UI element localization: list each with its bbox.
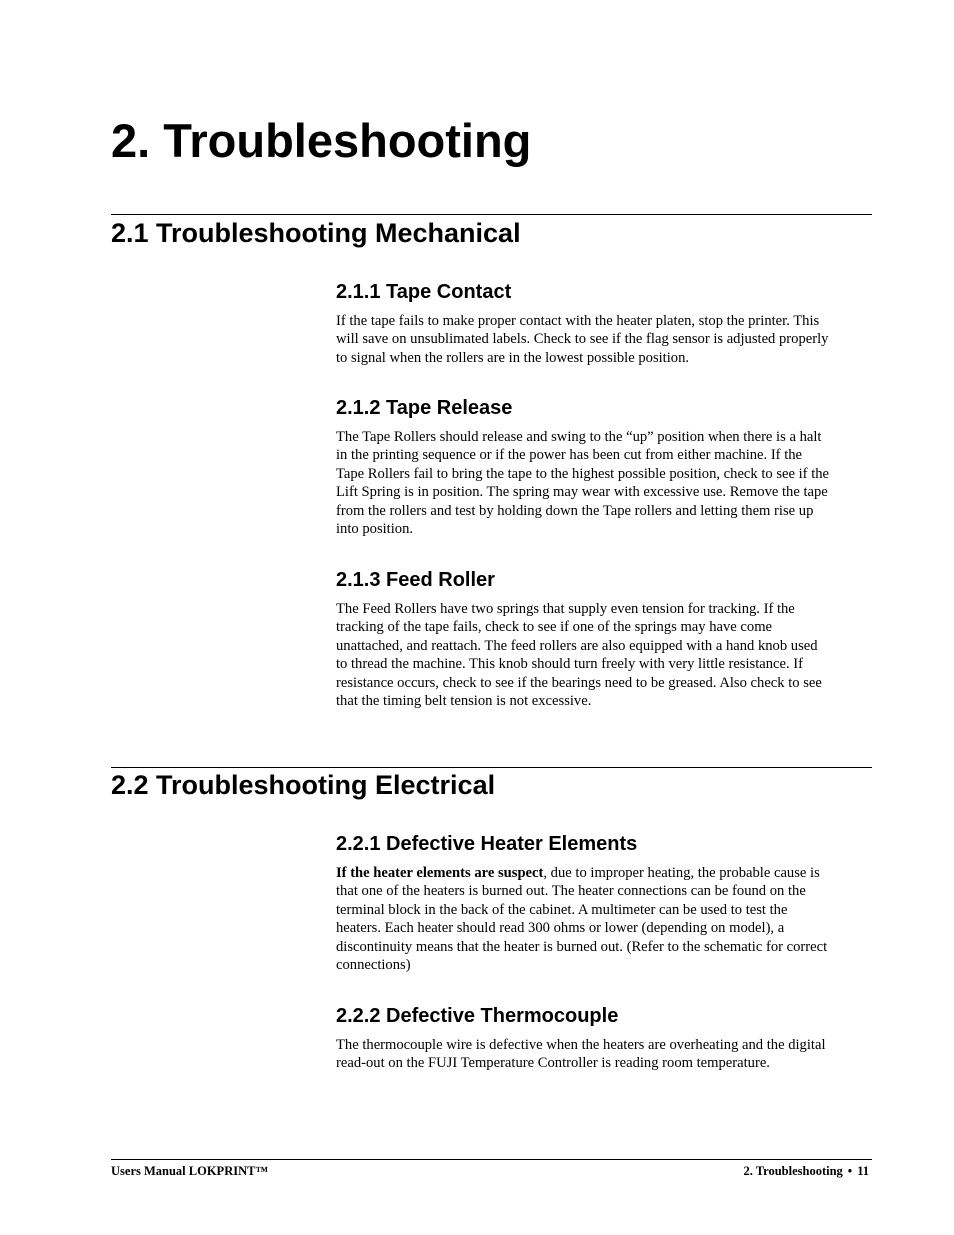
footer-divider bbox=[111, 1159, 872, 1160]
bold-lead: If the heater elements are suspect bbox=[336, 865, 544, 881]
section-title-electrical: 2.2 Troubleshooting Electrical bbox=[111, 770, 496, 800]
subsection-tape-release bbox=[336, 395, 868, 538]
section-divider bbox=[111, 214, 872, 215]
subsection-defective-thermocouple bbox=[336, 1003, 868, 1073]
subsection-tape-contact bbox=[336, 279, 868, 367]
subsection-defective-heater-elements bbox=[336, 831, 868, 974]
section-title-mechanical: 2.1 Troubleshooting Mechanical bbox=[111, 218, 521, 248]
subsection-title: 2.1.2 Tape Release bbox=[336, 397, 513, 419]
paragraph bbox=[336, 864, 868, 974]
paragraph: The Tape Rollers should release and swing to the “up” position when there is a halt in the printing sequence or if the power has been cut from either machine. If the Tape Rollers fail to bring the tape to the highest possible position, check to see if the Lift Spring is in position. The spring may wear with excessive use. Remove the tape from the rollers and test by holding down the Tape rollers and letting them rise up into position. bbox=[336, 429, 830, 538]
paragraph-rest: , due to improper heating, the probable cause is that one of the heaters is burned out. The heater connections can be found on the terminal block in the back of the cabinet. A multimeter can be used to test the heaters. Each heater should read 300 ohms or lower (depending on model), a discontinuity means that the heater is burned out. (Refer to the schematic for correct connections) bbox=[336, 865, 828, 974]
bullet-separator: • bbox=[847, 1164, 853, 1178]
subsection-title: 2.1.1 Tape Contact bbox=[336, 281, 512, 303]
paragraph: The thermocouple wire is defective when the heaters are overheating and the digital read-out on the FUJI Temperature Controller is reading room temperature. bbox=[336, 1037, 826, 1072]
subsection-title: 2.1.3 Feed Roller bbox=[336, 569, 495, 591]
paragraph: The Feed Rollers have two springs that supply even tension for tracking. If the tracking of the tape fails, check to see if one of the springs may have come unattached, and reattach. The feed rollers are also equipped with a hand knob used to thread the machine. This knob should turn freely with very little resistance. If resistance occurs, check to see if the bearings need to be greased. Also check to see that the timing belt tension is not excessive. bbox=[336, 601, 822, 710]
chapter-title: 2. Troubleshooting bbox=[111, 114, 532, 167]
subsection-title: 2.2.2 Defective Thermocouple bbox=[336, 1005, 619, 1027]
footer-manual-title: Users Manual LOKPRINT™ bbox=[111, 1164, 268, 1178]
footer-chapter: 2. Troubleshooting bbox=[743, 1164, 843, 1178]
footer-page-info bbox=[743, 1163, 869, 1179]
paragraph: If the tape fails to make proper contact with the heater platen, stop the printer. This will save on unsublimated labels. Check to see if the flag sensor is adjusted properly to signal when the rollers are in the lowest possible position. bbox=[336, 313, 829, 366]
subsection-title: 2.2.1 Defective Heater Elements bbox=[336, 833, 638, 855]
page-number: 11 bbox=[857, 1164, 869, 1178]
subsection-feed-roller bbox=[336, 567, 868, 710]
